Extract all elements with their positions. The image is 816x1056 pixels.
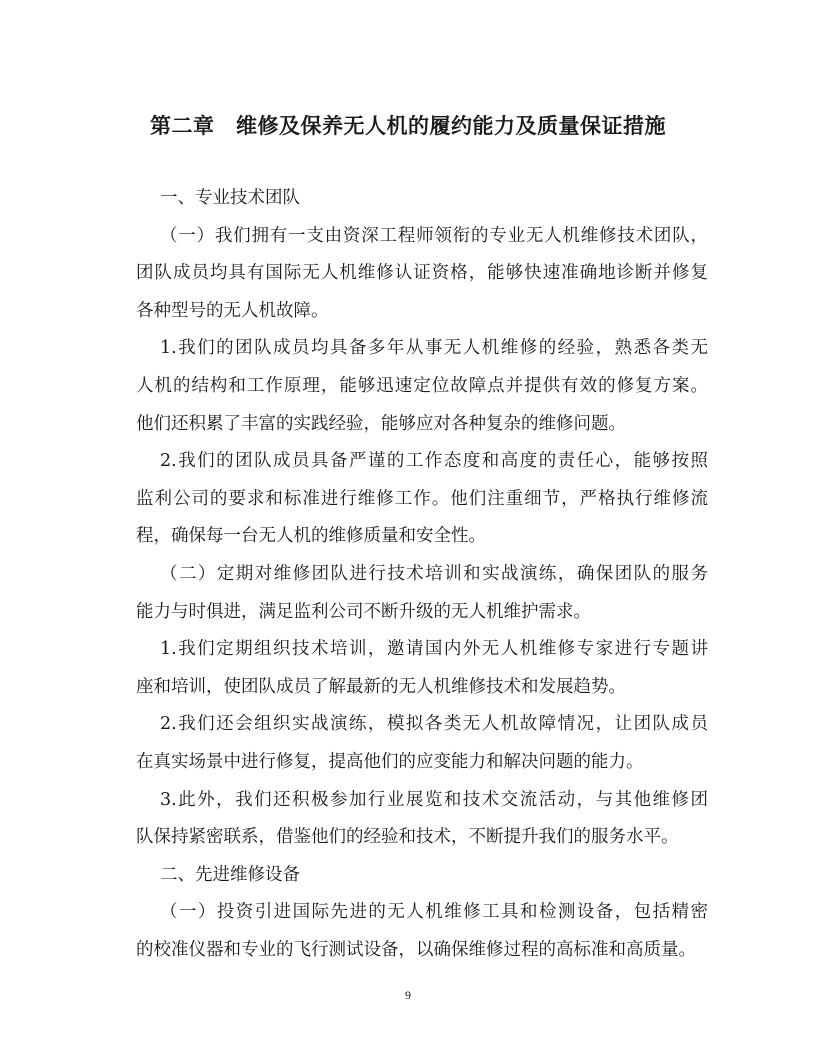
paragraph [136, 706, 708, 781]
text-line: 团队成员均具有国际无人机维修认证资格，能够快速准确地诊断并修复 [136, 263, 708, 284]
text-line: 的校准仪器和专业的飞行测试设备，以确保维修过程的高标准和高质量。 [136, 939, 696, 960]
text-line: 2.我们还会组织实战演练，模拟各类无人机故障情况，让团队成员 [160, 714, 708, 735]
text-line: 1.我们定期组织技术培训，邀请国内外无人机维修专家进行专题讲 [160, 639, 708, 660]
page-number: 9 [405, 988, 411, 1002]
text-line: （一）投资引进国际先进的无人机维修工具和检测设备，包括精密 [160, 902, 708, 923]
paragraph [136, 443, 708, 556]
text-line: 二、先进维修设备 [160, 864, 300, 885]
text-line: 监利公司的要求和标准进行维修工作。他们注重细节，严格执行维修流 [136, 488, 708, 509]
text-line: （一）我们拥有一支由资深工程师领衔的专业无人机维修技术团队， [160, 225, 708, 246]
chapter-title: 第二章 维修及保养无人机的履约能力及质量保证措施 [150, 114, 666, 138]
document-body [136, 180, 708, 969]
text-line: 能力与时俱进，满足监利公司不断升级的无人机维护需求。 [136, 601, 591, 622]
paragraph [136, 180, 708, 218]
paragraph [136, 894, 708, 969]
text-line: 3.此外，我们还积极参加行业展览和技术交流活动，与其他维修团 [160, 789, 708, 810]
text-line: 程，确保每一台无人机的维修质量和安全性。 [136, 526, 486, 547]
text-line: 在真实场景中进行修复，提高他们的应变能力和解决问题的能力。 [136, 751, 644, 772]
paragraph [136, 782, 708, 857]
text-line: 1.我们的团队成员均具备多年从事无人机维修的经验，熟悉各类无 [160, 338, 708, 359]
text-line: 各种型号的无人机故障。 [136, 300, 329, 321]
text-line: （二）定期对维修团队进行技术培训和实战演练，确保团队的服务 [160, 563, 708, 584]
paragraph [136, 857, 708, 895]
text-line: 座和培训，使团队成员了解最新的无人机维修技术和发展趋势。 [136, 676, 626, 697]
paragraph [136, 631, 708, 706]
paragraph [136, 330, 708, 443]
text-line: 他们还积累了丰富的实践经验，能够应对各种复杂的维修问题。 [136, 413, 626, 434]
text-line: 一、专业技术团队 [160, 188, 300, 208]
text-line: 人机的结构和工作原理，能够迅速定位故障点并提供有效的修复方案。 [136, 375, 708, 396]
text-line: 队保持紧密联系，借鉴他们的经验和技术，不断提升我们的服务水平。 [136, 827, 679, 848]
paragraph [136, 218, 708, 331]
text-line: 2.我们的团队成员具备严谨的工作态度和高度的责任心，能够按照 [160, 451, 708, 472]
paragraph [136, 556, 708, 631]
